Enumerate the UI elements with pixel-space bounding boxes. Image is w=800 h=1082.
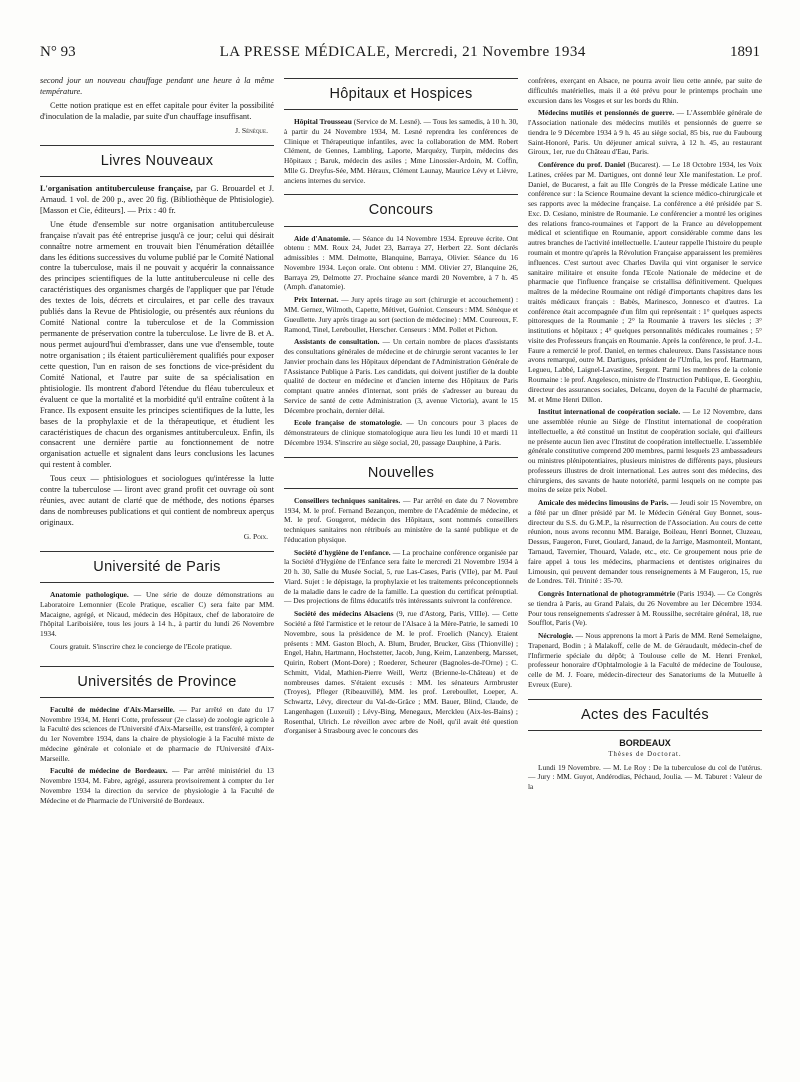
item-text: — La prochaine conférence organisée par la Société d'Hygiène de l'Enfance sera faite le mercredi 21 Novembre 1934 à 20 h. 30, Salle du Musée Social, 5, rue Las-Cases, Paris (VIIe), par M. Paul Viard. Sujet : le dépistage, la prophylaxie et les traitements préconceptionnels de la maladie dans le cadre de la famille. La question du certificat prénuptial. — Des projections de films éducatifs très intéressants suivront la conférence. xyxy=(284,547,518,606)
item-lead: Ecole française de stomatologie. xyxy=(294,418,402,428)
item-text: — Par arrêté en date du 7 Novembre 1934, M. le prof. Fernand Bezançon, membre de l'Académie de médecine, et M. le prof. Gougerot, médecin des Hôpitaux, sont nommés conseillers techniques sanitaires non rétribués au ministère de la santé publique et de l'éducation physique. xyxy=(284,495,518,544)
item-text: (9, rue d'Astorg, Paris, VIIIe). — Cette Société a fêté l'armistice et le retour de l'Alsace à la Mère-Patrie, le samedi 10 Novembre, sous la présidence de M. le prof. Froelich (Nancy). Etaient présents : MM. Gaston Bloch, A. Blum, Bruder, Brucker, Giss (Thionville) ; Engel, Hahn, Hartmann, Hochstetter, Jacob, Jung, Keim, Lanzenberg, Marsset, Quirin, Robert (Mont-Dore) ; Roederer, Scheurer (Bagnoles-de-l'Orne) ; C. Schmitt, Vidal, Mathien-Pierre Weill, Wertz (Brienne-le-Château) et de nombreuses dames. S'étaient excusés : MM. les sénateurs Armbruster (Troyes), Pfleger (Ribeauvillé), MM. les prof. Lereboullet, Loeper, A. Schwartz, Lévy, directeur du Val-de-Grâce ; MM. Bauer, Blind, Claude, de Langenhagen (Luxeuil) ; Lévy-Bing, Menegaux, Merckleu (Aix-les-Bains) ; Rosenthal, Ulrich. Le réveillon avec arbre de Noël, qu'il avait été question d'organiser à Strasbourg avec le concours des xyxy=(284,609,518,736)
section-heading-hopitaux: Hôpitaux et Hospices xyxy=(284,78,518,110)
section-heading-province: Universités de Province xyxy=(40,666,274,698)
section-heading-paris: Université de Paris xyxy=(40,551,274,583)
section-heading-livres: Livres Nouveaux xyxy=(40,145,274,177)
item-lead: Congrès International de photogrammétrie xyxy=(538,589,676,599)
column-3 xyxy=(528,76,762,808)
item-text: Cours gratuit. S'inscrire chez le concierge de l'Ecole pratique. xyxy=(50,641,232,651)
item-lead: Institut international de coopération sociale. xyxy=(538,407,681,417)
item-text: (Bucarest). — Le 18 Octobre 1934, les Voix Latines, créées par M. Dartigues, ont donné leur XIe manifestation. Le prof. Daniel, de Bucarest, a fait au IIIe Congrès de la Presse médicale Latine une conférence sur : la Science Roumaine devant la science médico-chirurgicale et ses rapports avec la médecine française. La conférence a été présidée par S. Exc. D. Cesiano, ministre de Roumanie. Le conférencier a montré les origines des relations franco-roumaines et l'apport de la France au développement médical et scientifique en Roumanie, apport considérable comme dans les autres branches de l'activité intellectuelle. L'auteur rappelle l'histoire du peuple roumain et montre qu'après la Révolution Française apparaissent les premières influences. C'est surtout avec Charles Davila qui vint organiser le service sanitaire militaire et ensuite fonda l'Ecole Nationale de médecine et de pharmacie que l'influence française se cristallisa définitivement. Quelques maîtres de la médecine Roumaine ont rédigé d'importants chapitres dans les traités médicaux français : Babès, Marinesco, Jonnesco et d'autres. La conférence était accompagnée d'un film qui représentait : 1° quelques aspects pittoresques de la Roumanie ; 2° la Roumanie à travers les siècles ; 3° institutions et hôpitaux ; 4° quelques personnalités médicales roumaines ; 5° visite des Professeurs français en Roumanie. Après la conférence, le prof. J.-L. Faure a remercié le prof. Daniel, en termes chaleureux. Dans l'assistance nous avons remarqué, outre M. Dartigues, président de l'Umfia, les prof. Hartmann, Legueu, Labbé, Laignel-Lavastine, Sergent. Parmi les membres de la colonie Roumaine : le prof. Angelesco, ministre de l'Instruction Publique, E. Georghiu, directeur des assurances sociales, Delcanu, doyen de la Faculté de pharmacie, M. et Mme Henri Dillon. xyxy=(528,160,762,404)
book-title: L'organisation antituberculeuse française, xyxy=(40,183,193,193)
book-review-p2: Tous ceux — phtisiologues et sociologues qu'intéresse la lutte contre la tuberculose — liront avec grand profit cet ouvrage où sont réunies, avec autant de clarté que de méthode, des notions éparses dans de nombreuses publications et qui contient de nombreux aperçus originaux. xyxy=(40,474,274,528)
page-header xyxy=(40,44,760,66)
item-text: — Une série de douze démonstrations au Laboratoire Lemonnier (Ecole Pratique, escalier C) sera faite par MM. Macaigne, agrégé, et Nicaud, médecin des Hôpitaux, chef de laboratoire de l'hôpital Lariboisière, tous les jours à 14 h., à partir du lundi 26 Novembre 1934. xyxy=(40,590,274,639)
item-text: — L'Assemblée générale de l'Association nationale des médecins mutilés et pensionnés de guerre se tiendra le 9 Décembre 1934 à 9 h. 45 au siège social, 85 bis, rue du Faubourg Saint-Honoré, Paris. Un déjeuner amical suivra, à 12 h. 45, au restaurant Giroux, 1er, rue du Château d'Eau, Paris. xyxy=(528,108,762,157)
book-reference: par G. Brouardel et J. Arnaud. 1 vol. de 200 p., avec 20 fig. (Bibliothèque de Phtisiologie). [Masson et Cie, éditeurs]. — Prix : 40 fr. xyxy=(40,183,274,215)
thesis-subheading: Thèses de Doctorat. xyxy=(608,750,682,758)
journal-title: LA PRESSE MÉDICALE, Mercredi, 21 Novembre 1934 xyxy=(219,44,586,60)
item-lead: Société des médecins Alsaciens xyxy=(294,609,394,619)
faculty-subheading: BORDEAUX xyxy=(619,737,671,748)
item-text: — Par arrêté ministériel du 13 Novembre 1934, M. Fabre, agrégé, assurera provisoirement à compter du 1er Novembre 1934 la direction du service de physiologie à la Faculté de Médecine et de Pharmacie de l'Université de Bordeaux. xyxy=(40,766,274,805)
section-heading-concours: Concours xyxy=(284,194,518,226)
item-lead: Amicale des médecins limousins de Paris. xyxy=(538,498,669,508)
book-review-p1: Une étude d'ensemble sur notre organisation antituberculeuse française n'avait pas été entreprise jusqu'à ce jour; celui qui désirait connaître notre armement en trouvait bien l'énumération détaillée dans les éditions successives du volume publié par le Comité National contre la tuberculose, mais il ne pouvait y acquérir la connaissance des principes scientifiques de la lutte antituberculeuse ni celle des caractéristiques des organismes chargés de l'appliquer que par l'étude des textes de lois, décrets et circulaires, et par celle des travaux publiés dans la Revue de Phtisiologie, ou présentés aux réunions du Comité National contre la tuberculose et de la Commission permanente de préservation contre la tuberculose. Le livre de B. et A. nous permet aujourd'hui d'embrasser, dans une vue d'ensemble, toute notre organisation ; ils étaient particulièrement qualifiés pour exposer cette question, l'un en raison de ses fonctions de vice-président du Comité National, et l'autre par suite de sa spécialisation en phtisiologie. Ils montrent d'abord l'étendue du fléau tuberculeux et évaluent ce que la mortalité et la morbidité qu'il entraîne coûtent à la France. Ils exposent ensuite les principes scientifiques de la lutte, les bases de la prophylaxie et de la thérapeutique, et étudient les caractéristiques de chacun des organismes antituberculeux. Enfin, ils consacrent une dernière partie au fonctionnement de notre organisation actuelle et signalent dans leurs conclusions les lacunes qui restent à combler. xyxy=(40,219,274,470)
item-text: Lundi 19 Novembre. — M. Le Roy : De la tuberculose du col de l'utérus. — Jury : MM. Guyot, Andérodias, Péchaud, Joulia. — M. Taburet : Valeur de la xyxy=(528,762,762,792)
item-lead: Nécrologie. xyxy=(538,631,574,641)
section-heading-actes: Actes des Facultés xyxy=(528,699,762,731)
intro-text-2: Cette notion pratique est en effet capitale pour éviter la possibilité d'inoculation de la maladie, par suite d'un chauffage insuffisant. xyxy=(40,100,274,121)
item-lead: Conseillers techniques sanitaires. xyxy=(294,495,401,505)
item-lead: Médecins mutilés et pensionnés de guerre. xyxy=(538,108,675,118)
item-text: — Un concours pour 3 places de démonstrateurs de clinique stomatologique aura lieu les lundi 10 et mardi 11 Décembre 1934. S'inscrire au siège social, 20, passage Dauphine, à Paris. xyxy=(284,418,518,447)
item-lead: Société d'hygiène de l'enfance. xyxy=(294,547,391,557)
book-review-signature: G. Poix. xyxy=(243,531,268,541)
item-lead: Aide d'Anatomie. xyxy=(294,233,351,243)
item-lead: Assistants de consultation. xyxy=(294,337,380,347)
item-text: — Nous apprenons la mort à Paris de MM. René Semelaigne, Trapenard, Bodin ; à Malakoff, celle de M. de Géraudault, médecin-chef de l'Infirmerie spéciale du dépôt; à Toulouse celle de M. Henri Frenkel, professeur honoraire d'Ophtalmologie à la Faculté de médecine de Toulouse, celle de M. J. Foare, médecin-directeur des Sanatoriums de la Mutuelle à Evreux (Eure). xyxy=(528,631,762,689)
section-heading-nouvelles: Nouvelles xyxy=(284,457,518,489)
column-2 xyxy=(284,76,518,808)
column-1 xyxy=(40,76,274,808)
item-text: (Paris 1934). — Ce Congrès se tiendra à Paris, au Grand Palais, du 26 Novembre au 1er Décembre 1934. Pour tous renseignements s'adresser à M. Roussilhe, secrétaire général, 18, rue Soufflot, Paris (Ve). xyxy=(528,589,762,628)
intro-text: second jour un nouveau chauffage pendant une heure à la même température. xyxy=(40,76,274,96)
intro-signature: J. Sénèque. xyxy=(235,125,268,135)
item-lead: Faculté de médecine de Bordeaux. xyxy=(50,766,168,776)
item-lead: Hôpital Trousseau xyxy=(294,117,352,127)
item-text: (Service de M. Lesné). — Tous les samedis, à 10 h. 30, à partir du 24 Novembre 1934, M. Lesné reprendra les conférences de Clinique et Thérapeutique infantiles, avec la collaboration de MM. Robert Clément, de Gennes, Lambling, Laporte, Marquézy, Turpin, médecins des Hôpitaux ; Baruk, médecin des asiles ; Mme Linossier-Ardoin, M. Coffin, Mlle G. Dreyfus-Sée, MM. Hérauх, Clément Launay, Maurice Lévy et Lièvre, anciens internes du service. xyxy=(284,117,519,185)
item-text: — Le 12 Novembre, dans une assemblée réunie au Siège de l'Institut international de coopération intellectuelle, a été constitué un Institut de coopération sociale, qui d'ailleurs ne présente aucun lien avec l'Institut de coopération intellectuelle. L'assemblée générale constitutive comprend 200 membres, parmi lesquels 23 ambassadeurs ou ministres plénipotentiaires, plusieurs ministres de différents pays, plusieurs professeurs illustres de droit international. Les autres sont des médecins, des chirurgiens, des savants de haute notoriété, parmi lesquels on ne compte pas moins de seize prix Nobel. xyxy=(528,407,762,495)
item-lead: Faculté de médecine d'Aix-Marseille. xyxy=(50,704,175,714)
item-text: — Séance du 14 Novembre 1934. Epreuve écrite. Ont obtenu : MM. Roux 24, Judet 23, Barraya 27, Herbert 22. Sont déclarés admissibles : MM. Delmotte, Blanquine, Barraya, Olivier. Séance du 16 Novembre 1934. Leçon orale. Ont obtenu : MM. Olivier 27, Blanquine 26, Barraya 29, Delmotte 27. Prochaine séance mardi 20 Novembre, à 7 h. 45 (Amph. d'anatomie). xyxy=(284,233,518,292)
item-text: — Jury après tirage au sort (chirurgie et accouchement) : MM. Gernez, Wilmoth, Capette, Métivet, Guéniot. Censeurs : MM. Sénèque et Gueullette. Jury après tirage au sort (section de médecine) : MM. Coureoux, F. Ramond, Tinel, Lereboullet, Herscher. Censeurs : MM. Pollet et Pichon. xyxy=(284,295,519,334)
item-lead: Anatomie pathologique. xyxy=(50,590,129,600)
item-lead: Conférence du prof. Daniel xyxy=(538,160,626,170)
page-number: 1891 xyxy=(729,44,760,60)
item-text: — Un certain nombre de places d'assistants des consultations générales de médecine et de chirurgie seront vacantes le 1er Janvier prochain dans les Hôpitaux dépendant de l'Administration Générale de l'Assistance Publique à Paris. Les candidats, qui doivent justifier de la double qualité de docteur en médecine et d'ancien interne des Hôpitaux de Paris comptant quatre années d'internat, sont priés de s'adresser au bureau du Service de santé de cette Administration (3, avenue Victoria), avant le 15 Décembre prochain, dernier délai. xyxy=(284,337,518,415)
item-lead: Prix Internat. xyxy=(294,295,339,305)
item-text: confrères, exerçant en Alsace, ne pourra avoir lieu cette année, par suite de difficultés matérielles, mais il a été prévu pour le printemps prochain une excursion dans les Vosges et sur les bords du Rhin. xyxy=(528,76,762,105)
issue-number: N° 93 xyxy=(40,44,76,60)
item-text: — Jeudi soir 15 Novembre, on a fêté par un dîner présidé par M. le Médecin Général Guy Bonnet, sous-directeur du S.S. du G.M.P., la résurrection de l'Association. Au cours de cette réunion, nous avons reconnu MM. Baraige, Boileau, Henri Bonnet, Cluzeau, Dessus, Faugeron, Furet, Goulard, Janaud, de la Jarrige, Masmonteil, Montant, Tarnaud, Tavernier, Thouard, Valade, etc., etc. Ce groupement nous prie de faire appel à tous les médecins, pharmaciens et dentistes originaires du Limousin, qui peuvent demander tous renseignements à M Faugeron, 15, rue de Londres. Tél. Trinité : 35-70. xyxy=(528,498,763,586)
item-text: — Par arrêté en date du 17 Novembre 1934, M. Henri Cotte, professeur (2e classe) de zoologie agricole à la Faculté des sciences de l'Université d'Aix-Marseille, est transféré, à compter du 1er Novembre 1934, dans la chaire de physiologie à la Faculté mixte de médecine générale et coloniale et de pharmacie de l'Université d'Aix-Marseille. xyxy=(40,704,274,763)
